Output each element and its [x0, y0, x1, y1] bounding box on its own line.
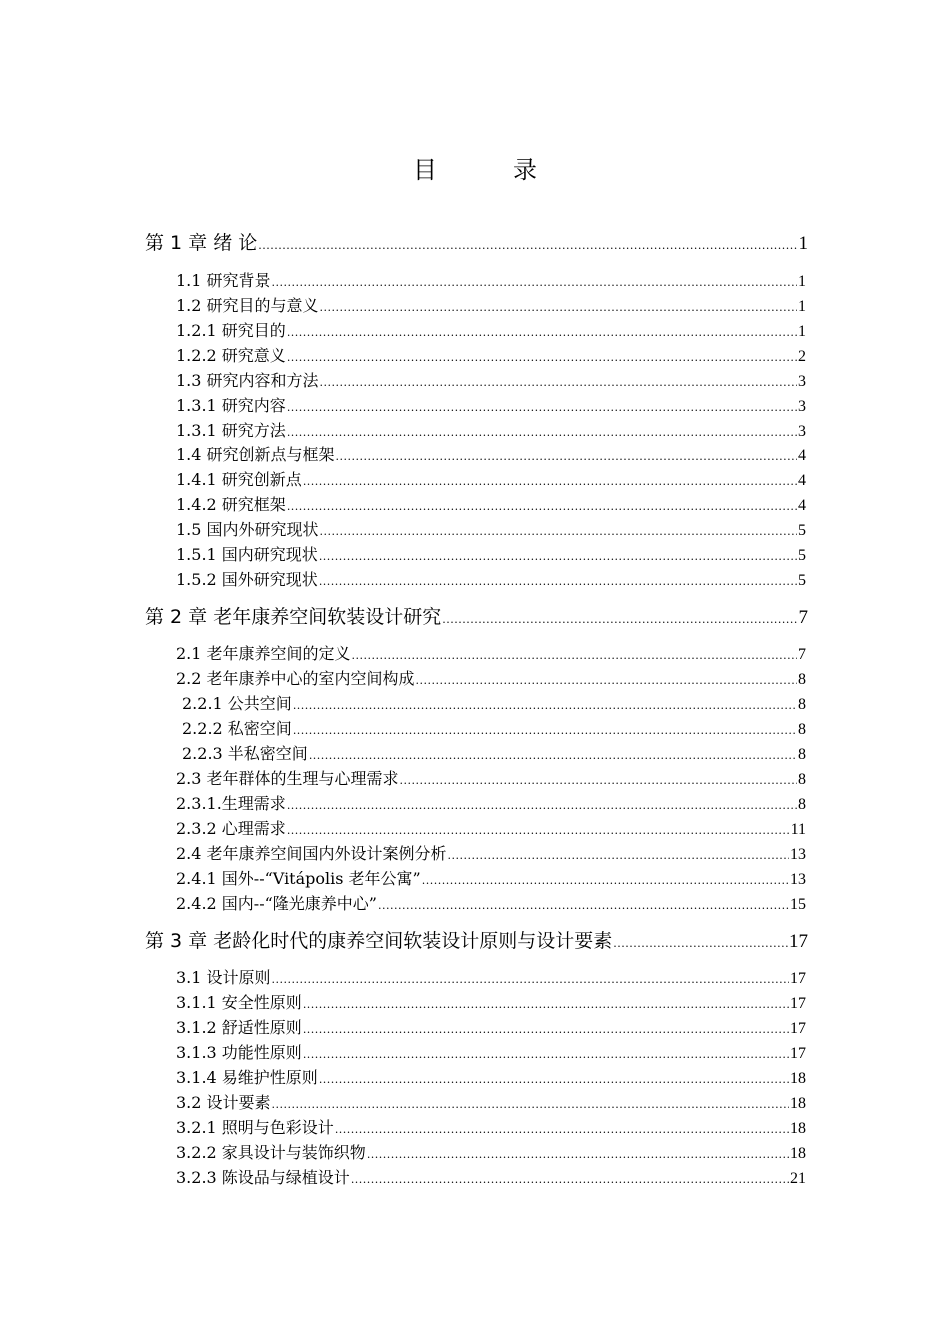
toc-page-number: 8 — [798, 796, 806, 813]
toc-section-entry[interactable] — [176, 965, 806, 987]
toc-dot-leader — [258, 239, 797, 252]
toc-page-number: 8 — [798, 771, 806, 788]
toc-chapter-entry[interactable] — [145, 926, 808, 952]
toc-entry-title: 1.5.1 国内研究现状 — [176, 545, 318, 564]
toc-section-entry[interactable] — [176, 891, 806, 913]
toc-dot-leader — [287, 500, 797, 513]
toc-section-entry[interactable] — [176, 816, 806, 838]
toc-dot-leader — [293, 724, 797, 737]
toc-chapter-entry[interactable] — [145, 602, 808, 628]
toc-section-entry[interactable] — [176, 268, 806, 290]
toc-dot-leader — [352, 649, 797, 662]
toc-section-entry[interactable] — [182, 716, 806, 738]
toc-chapter-entry[interactable] — [145, 228, 808, 254]
toc-entry-title: 2.4.2 国内--“隆光康养中心” — [176, 894, 377, 913]
toc-section-entry[interactable] — [176, 393, 806, 415]
toc-page-number: 15 — [790, 896, 806, 913]
toc-page-number: 17 — [790, 1045, 806, 1062]
toc-entry-title: 3.1.4 易维护性原则 — [176, 1068, 318, 1087]
toc-dot-leader — [448, 849, 789, 862]
toc-section-entry[interactable] — [176, 418, 806, 440]
toc-section-entry[interactable] — [176, 1165, 806, 1187]
toc-entry-title: 3.1 设计原则 — [176, 968, 271, 987]
toc-dot-leader — [287, 401, 797, 414]
toc-page-number: 17 — [789, 931, 808, 952]
toc-dot-leader — [442, 613, 797, 626]
toc-section-entry[interactable] — [176, 1040, 806, 1062]
toc-entry-title: 第 3 章 老龄化时代的康养空间软装设计原则与设计要素 — [145, 930, 613, 952]
toc-dot-leader — [351, 1173, 789, 1186]
toc-page-number: 8 — [798, 746, 806, 763]
toc-dot-leader — [303, 1023, 789, 1036]
toc-entry-title: 2.3.1.生理需求 — [176, 794, 286, 813]
toc-entry-title: 2.2 老年康养中心的室内空间构成 — [176, 669, 415, 688]
toc-section-entry[interactable] — [176, 766, 806, 788]
toc-dot-leader — [287, 351, 797, 364]
toc-entry-title: 1.2.2 研究意义 — [176, 346, 286, 365]
toc-section-entry[interactable] — [176, 641, 806, 663]
toc-section-entry[interactable] — [176, 841, 806, 863]
toc-page-number: 3 — [798, 398, 806, 415]
toc-page-number: 18 — [790, 1095, 806, 1112]
toc-page-number: 5 — [798, 522, 806, 539]
toc-entry-title: 3.2.2 家具设计与装饰织物 — [176, 1143, 366, 1162]
toc-page-number: 7 — [798, 646, 806, 663]
toc-entry-title: 1.4 研究创新点与框架 — [176, 445, 335, 464]
toc-dot-leader — [422, 874, 789, 887]
toc-dot-leader — [272, 973, 789, 986]
toc-dot-leader — [336, 450, 797, 463]
toc-entry-title: 第 1 章 绪 论 — [145, 232, 258, 254]
toc-page-number: 18 — [790, 1070, 806, 1087]
toc-page-number: 13 — [790, 871, 806, 888]
toc-dot-leader — [416, 674, 797, 687]
toc-section-entry[interactable] — [176, 442, 806, 464]
toc-dot-leader — [287, 426, 797, 439]
toc-dot-leader — [320, 376, 797, 389]
toc-dot-leader — [272, 1098, 789, 1111]
toc-dot-leader — [287, 799, 797, 812]
toc-section-entry[interactable] — [176, 542, 806, 564]
toc-dot-leader — [335, 1123, 789, 1136]
toc-dot-leader — [320, 301, 797, 314]
toc-section-entry[interactable] — [176, 517, 806, 539]
toc-page-number: 4 — [798, 472, 806, 489]
toc-page-number: 8 — [798, 721, 806, 738]
toc-entry-title: 3.2.3 陈设品与绿植设计 — [176, 1168, 350, 1187]
toc-dot-leader — [319, 575, 797, 588]
toc-entry-title: 2.1 老年康养空间的定义 — [176, 644, 351, 663]
toc-page-number: 18 — [790, 1145, 806, 1162]
toc-page-number: 4 — [798, 447, 806, 464]
toc-entry-title: 3.2.1 照明与色彩设计 — [176, 1118, 334, 1137]
toc-entry-title: 2.3 老年群体的生理与心理需求 — [176, 769, 399, 788]
toc-page-number: 8 — [798, 671, 806, 688]
toc-section-entry[interactable] — [176, 318, 806, 340]
toc-entry-title: 1.1 研究背景 — [176, 271, 271, 290]
toc-entry-title: 3.2 设计要素 — [176, 1093, 271, 1112]
toc-entry-title: 1.5 国内外研究现状 — [176, 520, 319, 539]
toc-entry-title: 1.3.1 研究内容 — [176, 396, 286, 415]
toc-section-entry[interactable] — [176, 1140, 806, 1162]
toc-dot-leader — [303, 1048, 789, 1061]
toc-page-number: 5 — [798, 547, 806, 564]
toc-section-entry[interactable] — [176, 343, 806, 365]
toc-page-number: 1 — [798, 323, 806, 340]
toc-section-entry[interactable] — [176, 666, 806, 688]
toc-section-entry[interactable] — [176, 1115, 806, 1137]
toc-page-number: 11 — [790, 821, 806, 838]
toc-page-number: 3 — [798, 373, 806, 390]
toc-dot-leader — [320, 525, 797, 538]
toc-section-entry[interactable] — [176, 1015, 806, 1037]
toc-section-entry[interactable] — [182, 691, 806, 713]
toc-entry-title: 1.3.1 研究方法 — [176, 421, 286, 440]
toc-page-number: 1 — [798, 273, 806, 290]
toc-dot-leader — [287, 326, 797, 339]
toc-entry-title: 3.1.1 安全性原则 — [176, 993, 302, 1012]
toc-entry-title: 2.2.2 私密空间 — [182, 719, 292, 738]
toc-dot-leader — [303, 998, 789, 1011]
toc-dot-leader — [303, 475, 797, 488]
toc-dot-leader — [367, 1148, 789, 1161]
toc-entry-title: 2.4 老年康养空间国内外设计案例分析 — [176, 844, 447, 863]
toc-section-entry[interactable] — [176, 1090, 806, 1112]
toc-dot-leader — [287, 824, 790, 837]
toc-page-number: 3 — [798, 423, 806, 440]
toc-title: 目 录 — [413, 156, 563, 184]
toc-section-entry[interactable] — [176, 567, 806, 589]
toc-page-number: 13 — [790, 846, 806, 863]
toc-page-number: 1 — [798, 233, 808, 254]
toc-section-entry[interactable] — [176, 492, 806, 514]
toc-section-entry[interactable] — [176, 1065, 806, 1087]
toc-page-number: 8 — [798, 696, 806, 713]
toc-section-entry[interactable] — [176, 467, 806, 489]
toc-section-entry[interactable] — [176, 791, 806, 813]
toc-dot-leader — [613, 937, 788, 950]
toc-page-number: 2 — [798, 348, 806, 365]
toc-entry-title: 1.5.2 国外研究现状 — [176, 570, 318, 589]
toc-page-number: 4 — [798, 497, 806, 514]
toc-page-number: 18 — [790, 1120, 806, 1137]
toc-entry-title: 3.1.3 功能性原则 — [176, 1043, 302, 1062]
toc-entry-title: 2.3.2 心理需求 — [176, 819, 286, 838]
toc-dot-leader — [319, 1073, 789, 1086]
toc-section-entry[interactable] — [176, 990, 806, 1012]
toc-dot-leader — [293, 699, 797, 712]
toc-page-number: 5 — [798, 572, 806, 589]
toc-section-entry[interactable] — [176, 866, 806, 888]
toc-dot-leader — [319, 550, 797, 563]
toc-dot-leader — [378, 899, 789, 912]
toc-dot-leader — [272, 276, 797, 289]
toc-page-number: 17 — [790, 995, 806, 1012]
toc-page-number: 7 — [798, 607, 808, 628]
toc-section-entry[interactable] — [182, 741, 806, 763]
toc-page-number: 21 — [790, 1170, 806, 1187]
toc-entry-title: 第 2 章 老年康养空间软装设计研究 — [145, 606, 442, 628]
toc-entry-title: 3.1.2 舒适性原则 — [176, 1018, 302, 1037]
toc-entry-title: 2.4.1 国外--“Vitápolis 老年公寓” — [176, 869, 421, 888]
toc-section-entry[interactable] — [176, 293, 806, 315]
toc-entry-title: 2.2.1 公共空间 — [182, 694, 292, 713]
toc-entry-title: 1.2 研究目的与意义 — [176, 296, 319, 315]
toc-dot-leader — [309, 749, 797, 762]
toc-page-number: 17 — [790, 970, 806, 987]
toc-entry-title: 1.4.2 研究框架 — [176, 495, 286, 514]
toc-entry-title: 2.2.3 半私密空间 — [182, 744, 308, 763]
toc-page-number: 1 — [798, 298, 806, 315]
toc-entry-title: 1.4.1 研究创新点 — [176, 470, 302, 489]
toc-page-number: 17 — [790, 1020, 806, 1037]
toc-entry-title: 1.2.1 研究目的 — [176, 321, 286, 340]
toc-entry-title: 1.3 研究内容和方法 — [176, 371, 319, 390]
toc-section-entry[interactable] — [176, 368, 806, 390]
toc-dot-leader — [400, 774, 797, 787]
